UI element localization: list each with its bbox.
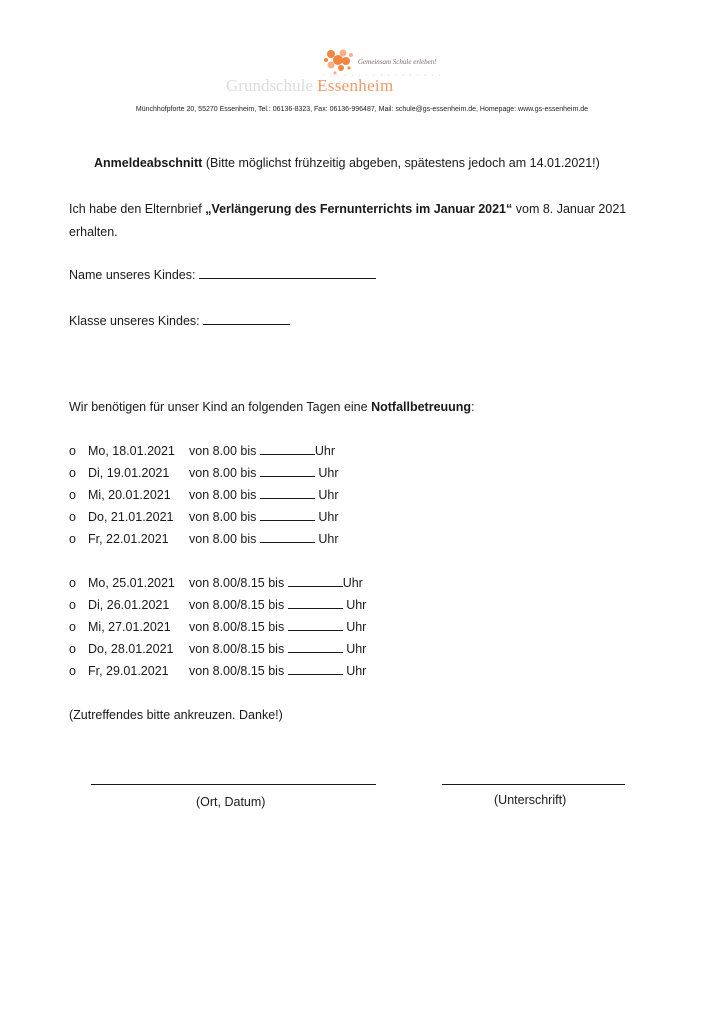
child-class-label: Klasse unseres Kindes: [69, 314, 200, 328]
time-from: von 8.00/8.15 bis [189, 576, 285, 590]
letter-confirmation [69, 202, 626, 216]
day-time [189, 466, 339, 480]
letter-title: „Verlängerung des Fernunterrichts im Januar 2021“ [205, 202, 513, 216]
emergency-care-prefix: Wir benötigen für unser Kind an folgenden Tagen eine [69, 400, 372, 414]
checkbox-bullet[interactable]: o [69, 620, 76, 634]
child-class-blank[interactable] [203, 314, 290, 325]
time-from: von 8.00 bis [189, 444, 257, 458]
unit-label: Uhr [346, 664, 367, 678]
end-time-blank[interactable] [288, 598, 343, 609]
school-logo [222, 46, 502, 96]
time-from: von 8.00 bis [189, 466, 257, 480]
end-time-blank[interactable] [288, 664, 343, 675]
child-name-blank[interactable] [199, 268, 376, 279]
place-date-line[interactable] [91, 784, 376, 785]
day-date: Di, 26.01.2021 [88, 598, 170, 612]
school-name-highlight: Essenheim [317, 76, 394, 95]
emergency-care-suffix: : [471, 400, 475, 414]
time-from: von 8.00 bis [189, 532, 257, 546]
emergency-care-bold: Notfallbetreuung [371, 400, 472, 414]
day-date: Mi, 20.01.2021 [88, 488, 171, 502]
time-from: von 8.00/8.15 bis [189, 664, 285, 678]
letter-suffix: vom 8. Januar 2021 [512, 202, 627, 216]
day-time [189, 642, 366, 656]
unit-label: Uhr [318, 466, 339, 480]
school-address: Münchhofpforte 20, 55270 Essenheim, Tel.: 06136-8323, Fax: 06136-996487, Mail: schule@gs-essenheim.de, Homepage: www.gs-essenheim.de [135, 106, 589, 113]
day-date: Di, 19.01.2021 [88, 466, 170, 480]
day-date: Fr, 22.01.2021 [88, 532, 169, 546]
day-time [189, 532, 339, 546]
end-time-blank[interactable] [260, 488, 315, 499]
checkbox-bullet[interactable]: o [69, 664, 76, 678]
checkbox-bullet[interactable]: o [69, 576, 76, 590]
unit-label: Uhr [318, 532, 339, 546]
signature-caption: (Unterschrift) [494, 793, 567, 807]
end-time-blank[interactable] [260, 510, 315, 521]
child-name-label: Name unseres Kindes: [69, 268, 196, 282]
day-date: Fr, 29.01.2021 [88, 664, 169, 678]
end-time-blank[interactable] [260, 532, 315, 543]
end-time-blank[interactable] [288, 642, 343, 653]
time-from: von 8.00/8.15 bis [189, 620, 285, 634]
child-name-field [69, 268, 376, 282]
unit-label: Uhr [318, 510, 339, 524]
end-time-blank[interactable] [260, 444, 315, 455]
unit-label: Uhr [346, 620, 367, 634]
school-tagline: Gemeinsam Schule erleben! [358, 58, 437, 66]
end-time-blank[interactable] [260, 466, 315, 477]
time-from: von 8.00 bis [189, 488, 257, 502]
form-title-bold: Anmeldeabschnitt [94, 156, 203, 170]
checkbox-bullet[interactable]: o [69, 598, 76, 612]
time-from: von 8.00/8.15 bis [189, 642, 285, 656]
unit-label: Uhr [346, 598, 367, 612]
day-date: Mo, 18.01.2021 [88, 444, 175, 458]
form-title-deadline: (Bitte möglichst frühzeitig abgeben, spätestens jedoch am 14.01.2021!) [202, 156, 600, 170]
day-date: Do, 28.01.2021 [88, 642, 174, 656]
school-name [226, 76, 393, 96]
time-from: von 8.00/8.15 bis [189, 598, 285, 612]
form-title [94, 156, 600, 170]
checkbox-bullet[interactable]: o [69, 510, 76, 524]
end-time-blank[interactable] [288, 576, 343, 587]
checkbox-bullet[interactable]: o [69, 642, 76, 656]
letter-prefix: Ich habe den Elternbrief [69, 202, 206, 216]
end-time-blank[interactable] [288, 620, 343, 631]
instruction-note: (Zutreffendes bitte ankreuzen. Danke!) [69, 708, 283, 722]
school-prefix: Grundschule [226, 76, 313, 95]
letter-confirmation-line2: erhalten. [69, 225, 118, 239]
unit-label: Uhr [342, 576, 363, 590]
day-time [189, 510, 339, 524]
day-time [189, 576, 363, 590]
checkbox-bullet[interactable]: o [69, 444, 76, 458]
day-date: Mo, 25.01.2021 [88, 576, 175, 590]
signature-line[interactable] [442, 784, 625, 785]
day-date: Mi, 27.01.2021 [88, 620, 171, 634]
unit-label: Uhr [346, 642, 367, 656]
time-from: von 8.00 bis [189, 510, 257, 524]
checkbox-bullet[interactable]: o [69, 532, 76, 546]
emergency-care-intro [69, 400, 475, 414]
day-date: Do, 21.01.2021 [88, 510, 174, 524]
logo-dots: · · · · · · · · · · · · · · · · · [322, 72, 443, 79]
day-time [189, 620, 366, 634]
checkbox-bullet[interactable]: o [69, 488, 76, 502]
unit-label: Uhr [318, 488, 339, 502]
child-class-field [69, 314, 290, 328]
day-time [189, 598, 366, 612]
unit-label: Uhr [314, 444, 336, 458]
day-time [189, 488, 339, 502]
day-time [189, 664, 366, 678]
day-time [189, 444, 335, 458]
checkbox-bullet[interactable]: o [69, 466, 76, 480]
place-date-caption: (Ort, Datum) [196, 795, 266, 809]
